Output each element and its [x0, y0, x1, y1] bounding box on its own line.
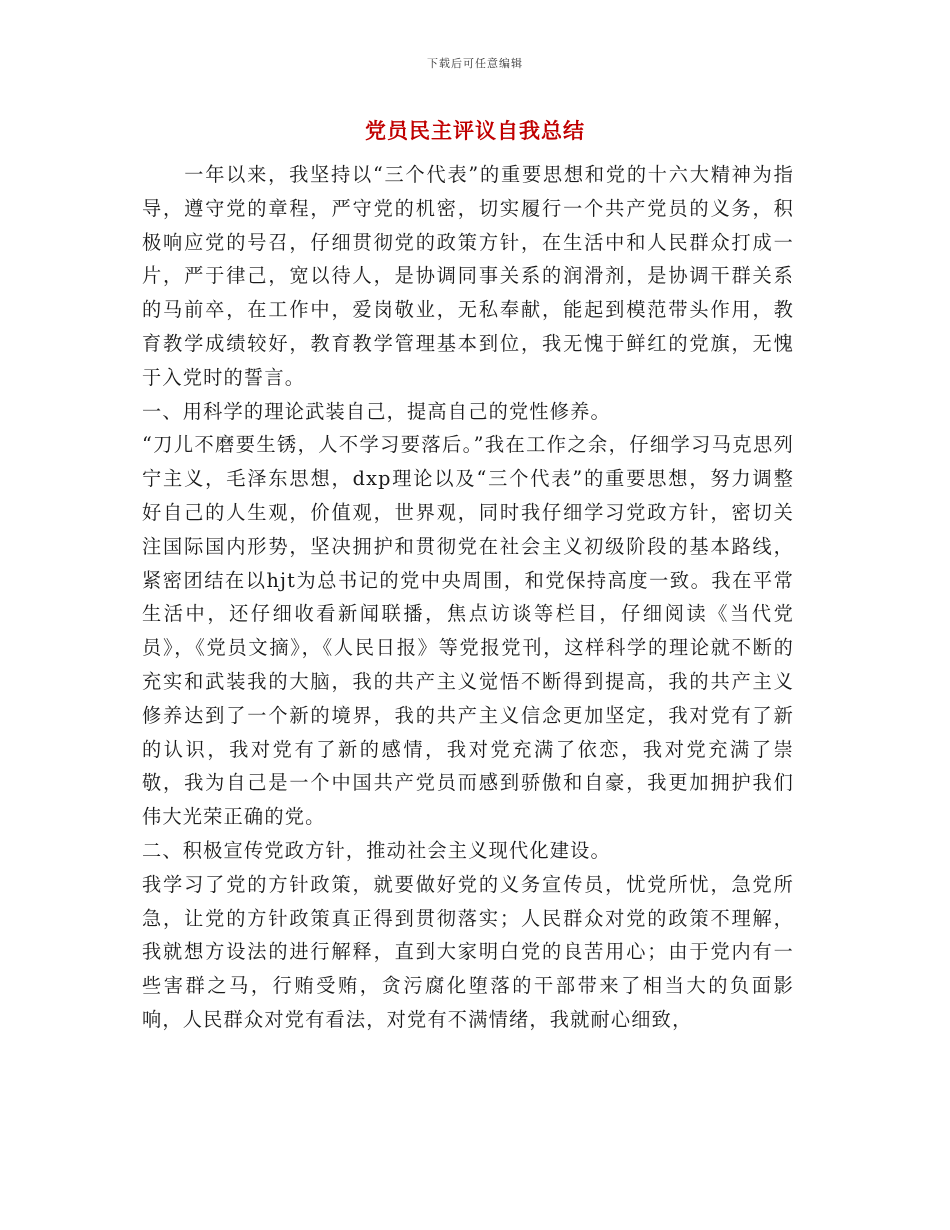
header-note: 下载后可任意编辑 — [427, 57, 523, 70]
section-heading-2: 二、积极宣传党政方针，推动社会主义现代化建设。 — [142, 838, 611, 862]
paragraph-intro: 一年以来，我坚持以“三个代表”的重要思想和党的十六大精神为指导，遵守党的章程，严守党的机密，切实履行一个共产党员的义务，积极响应党的号召，仔细贯彻党的政策方针，在生活中和人民群众打成一片，严于律己，宽以待人，是协调同事关系的润滑剂，是协调干群关系的马前卒，在工作中，爱岗敬业，无私奉献，能起到模范带头作用，教育教学成绩较好，教育教学管理基本到位，我无愧于鲜红的党旗，无愧于入党时的誓言。 — [142, 163, 794, 389]
document-body — [142, 158, 794, 1037]
paragraph-section-2: 我学习了党的方针政策，就要做好党的义务宣传员，忧党所忧，急党所急，让党的方针政策真正得到贯彻落实；人民群众对党的政策不理解，我就想方设法的进行解释，直到大家明白党的良苦用心；由于党内有一些害群之马，行贿受贿，贪污腐化堕落的干部带来了相当大的负面影响，人民群众对党有看法，对党有不满情绪，我就耐心细致， — [142, 872, 794, 1031]
section-heading-1: 一、用科学的理论武装自己，提高自己的党性修养。 — [142, 399, 611, 423]
document-title: 党员民主评议自我总结 — [365, 118, 585, 143]
paragraph-section-1: “刀儿不磨要生锈，人不学习要落后。”我在工作之余，仔细学习马克思列宁主义，毛泽东思想，dxp理论以及“三个代表”的重要思想，努力调整好自己的人生观，价值观，世界观，同时我仔细学习党政方针，密切关注国际国内形势，坚决拥护和贯彻党在社会主义初级阶段的基本路线，紧密团结在以hjt为总书记的党中央周围，和党保持高度一致。我在平常生活中，还仔细收看新闻联播，焦点访谈等栏目，仔细阅读《当代党员》，《党员文摘》，《人民日报》等党报党刊，这样科学的理论就不断的充实和武装我的大脑，我的共产主义觉悟不断得到提高，我的共产主义修养达到了一个新的境界，我的共产主义信念更加坚定，我对党有了新的认识，我对党有了新的感情，我对党充满了依恋，我对党充满了崇敬，我为自己是一个中国共产党员而感到骄傲和自豪，我更加拥护我们伟大光荣正确的党。 — [142, 433, 794, 829]
